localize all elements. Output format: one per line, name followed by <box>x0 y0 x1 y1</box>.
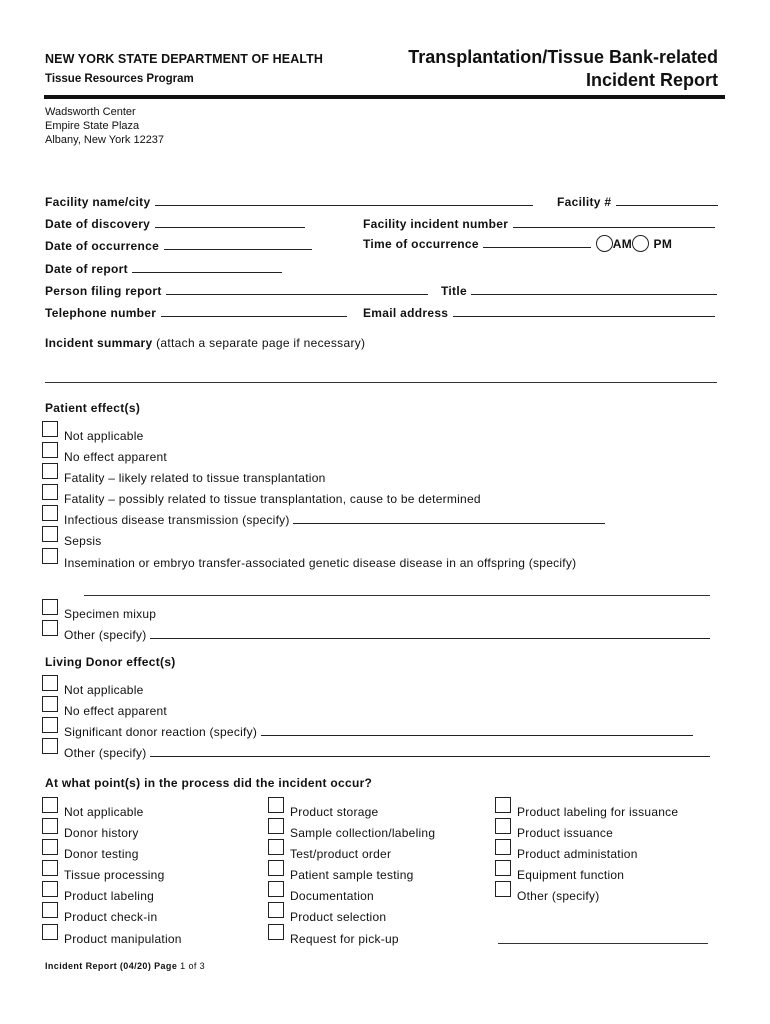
checkbox-patient-specimen-mixup[interactable] <box>42 599 58 615</box>
time-occurrence-label: Time of occurrence <box>363 237 479 251</box>
patient-other-specify-input[interactable] <box>150 628 710 639</box>
checkbox-test-product-order[interactable] <box>268 839 284 855</box>
incident-summary-note: (attach a separate page if necessary) <box>152 336 366 350</box>
title-row <box>441 282 717 300</box>
checkbox-documentation[interactable] <box>268 881 284 897</box>
option-labeling-issuance: Product labeling for issuance <box>517 805 679 819</box>
address-line-3: Albany, New York 12237 <box>45 134 165 146</box>
option-patient-fatality-possibly: Fatality – possibly related to tissue transplantation, cause to be determined <box>64 492 481 506</box>
checkbox-patient-sepsis[interactable] <box>42 526 58 542</box>
option-patient-insemination: Insemination or embryo transfer-associated genetic disease disease in an offspring (specify) <box>64 556 577 570</box>
checkbox-patient-infectious[interactable] <box>42 505 58 521</box>
facility-number-input[interactable] <box>616 194 718 206</box>
date-occurrence-row <box>45 237 312 255</box>
checkbox-tissue-processing[interactable] <box>42 860 58 876</box>
checkbox-not-applicable[interactable] <box>42 797 58 813</box>
patient-effects-heading: Patient effect(s) <box>45 401 141 415</box>
checkbox-patient-other[interactable] <box>42 620 58 636</box>
option-donor-other-row <box>64 746 710 760</box>
checkbox-product-labeling[interactable] <box>42 881 58 897</box>
facility-name-row <box>45 193 533 211</box>
checkbox-patient-fatality-likely[interactable] <box>42 463 58 479</box>
date-occurrence-input[interactable] <box>164 238 312 250</box>
incident-summary-input[interactable] <box>45 382 717 383</box>
option-sample-collection: Sample collection/labeling <box>290 826 436 840</box>
checkbox-patient-fatality-possibly[interactable] <box>42 484 58 500</box>
infectious-specify-input[interactable] <box>293 513 605 524</box>
date-report-input[interactable] <box>132 261 282 273</box>
facility-incident-label: Facility incident number <box>363 217 509 231</box>
facility-incident-input[interactable] <box>513 216 715 228</box>
option-request-pick-up: Request for pick-up <box>290 932 399 946</box>
option-process-other: Other (specify) <box>517 889 600 903</box>
am-label: AM <box>612 237 633 251</box>
checkbox-product-issuance[interactable] <box>495 818 511 834</box>
option-test-product-order: Test/product order <box>290 847 392 861</box>
address-line-2: Empire State Plaza <box>45 120 140 132</box>
title-input[interactable] <box>471 283 717 295</box>
option-donor-reaction: Significant donor reaction (specify) <box>64 725 258 739</box>
option-donor-no-effect: No effect apparent <box>64 704 168 718</box>
time-occurrence-row <box>363 235 672 253</box>
pm-label: PM <box>653 237 673 251</box>
am-radio[interactable] <box>596 235 613 252</box>
date-report-row <box>45 260 282 278</box>
checkbox-patient-sample-testing[interactable] <box>268 860 284 876</box>
option-donor-not-applicable: Not applicable <box>64 683 144 697</box>
facility-number-row <box>557 193 718 211</box>
page-footer <box>45 961 205 971</box>
option-patient-other: Other (specify) <box>64 628 147 642</box>
donor-effects-heading: Living Donor effect(s) <box>45 655 176 669</box>
option-equipment-function: Equipment function <box>517 868 625 882</box>
option-donor-reaction-row <box>64 725 693 739</box>
facility-name-input[interactable] <box>155 194 533 206</box>
option-patient-specimen-mixup: Specimen mixup <box>64 607 157 621</box>
checkbox-donor-not-applicable[interactable] <box>42 675 58 691</box>
option-patient-not-applicable: Not applicable <box>64 429 144 443</box>
option-tissue-processing: Tissue processing <box>64 868 165 882</box>
process-heading: At what point(s) in the process did the incident occur? <box>45 776 373 790</box>
option-product-labeling: Product labeling <box>64 889 155 903</box>
checkbox-equipment-function[interactable] <box>495 860 511 876</box>
title-label: Title <box>441 284 467 298</box>
facility-name-label: Facility name/city <box>45 195 151 209</box>
checkbox-patient-insemination[interactable] <box>42 548 58 564</box>
telephone-row <box>45 304 347 322</box>
email-input[interactable] <box>453 305 715 317</box>
telephone-label: Telephone number <box>45 306 157 320</box>
date-report-label: Date of report <box>45 262 128 276</box>
footer-page-number: 1 <box>180 961 186 971</box>
checkbox-process-other[interactable] <box>495 881 511 897</box>
checkbox-donor-testing[interactable] <box>42 839 58 855</box>
option-not-applicable: Not applicable <box>64 805 144 819</box>
checkbox-patient-not-applicable[interactable] <box>42 421 58 437</box>
checkbox-product-storage[interactable] <box>268 797 284 813</box>
option-donor-testing: Donor testing <box>64 847 139 861</box>
pm-radio[interactable] <box>632 235 649 252</box>
telephone-input[interactable] <box>161 305 347 317</box>
facility-incident-row <box>363 215 715 233</box>
option-patient-sepsis: Sepsis <box>64 534 102 548</box>
checkbox-donor-other[interactable] <box>42 738 58 754</box>
checkbox-product-manipulation[interactable] <box>42 924 58 940</box>
option-product-storage: Product storage <box>290 805 379 819</box>
person-filing-input[interactable] <box>166 283 428 295</box>
form-title-line2: Incident Report <box>585 70 718 90</box>
date-discovery-input[interactable] <box>155 216 305 228</box>
donor-reaction-specify-input[interactable] <box>261 725 693 736</box>
time-occurrence-input[interactable] <box>483 236 591 248</box>
option-patient-no-effect: No effect apparent <box>64 450 168 464</box>
option-patient-other-row <box>64 628 710 642</box>
process-other-specify-input[interactable] <box>498 943 708 944</box>
option-product-issuance: Product issuance <box>517 826 614 840</box>
date-discovery-row <box>45 215 305 233</box>
option-product-selection: Product selection <box>290 910 387 924</box>
incident-summary-heading <box>45 334 365 352</box>
incident-summary-label: Incident summary <box>45 336 153 350</box>
person-filing-label: Person filing report <box>45 284 162 298</box>
checkbox-donor-no-effect[interactable] <box>42 696 58 712</box>
option-donor-other: Other (specify) <box>64 746 147 760</box>
option-patient-fatality-likely: Fatality – likely related to tissue transplantation <box>64 471 326 485</box>
date-occurrence-label: Date of occurrence <box>45 239 160 253</box>
facility-number-label: Facility # <box>557 195 612 209</box>
checkbox-product-check-in[interactable] <box>42 902 58 918</box>
address-line-1: Wadsworth Center <box>45 106 136 118</box>
footer-suffix: of 3 <box>185 961 206 971</box>
option-donor-history: Donor history <box>64 826 139 840</box>
email-label: Email address <box>363 306 449 320</box>
footer-prefix: Incident Report (04/20) Page <box>45 961 181 971</box>
date-discovery-label: Date of discovery <box>45 217 151 231</box>
form-title-line1: Transplantation/Tissue Bank-related <box>408 47 718 67</box>
option-patient-sample-testing: Patient sample testing <box>290 868 414 882</box>
donor-other-specify-input[interactable] <box>150 746 710 757</box>
program-name: Tissue Resources Program <box>45 73 194 85</box>
option-patient-infectious-row <box>64 513 605 527</box>
option-product-administation: Product administation <box>517 847 638 861</box>
insemination-specify-input[interactable] <box>84 595 710 596</box>
option-patient-infectious: Infectious disease transmission (specify) <box>64 513 290 527</box>
checkbox-labeling-issuance[interactable] <box>495 797 511 813</box>
checkbox-patient-no-effect[interactable] <box>42 442 58 458</box>
header-rule <box>44 95 725 99</box>
option-product-manipulation: Product manipulation <box>64 932 182 946</box>
checkbox-donor-history[interactable] <box>42 818 58 834</box>
department-name: NEW YORK STATE DEPARTMENT OF HEALTH <box>45 52 324 66</box>
checkbox-product-administation[interactable] <box>495 839 511 855</box>
option-product-check-in: Product check-in <box>64 910 158 924</box>
email-row <box>363 304 715 322</box>
checkbox-product-selection[interactable] <box>268 902 284 918</box>
option-documentation: Documentation <box>290 889 374 903</box>
checkbox-sample-collection[interactable] <box>268 818 284 834</box>
checkbox-donor-reaction[interactable] <box>42 717 58 733</box>
checkbox-request-pick-up[interactable] <box>268 924 284 940</box>
person-filing-row <box>45 282 428 300</box>
